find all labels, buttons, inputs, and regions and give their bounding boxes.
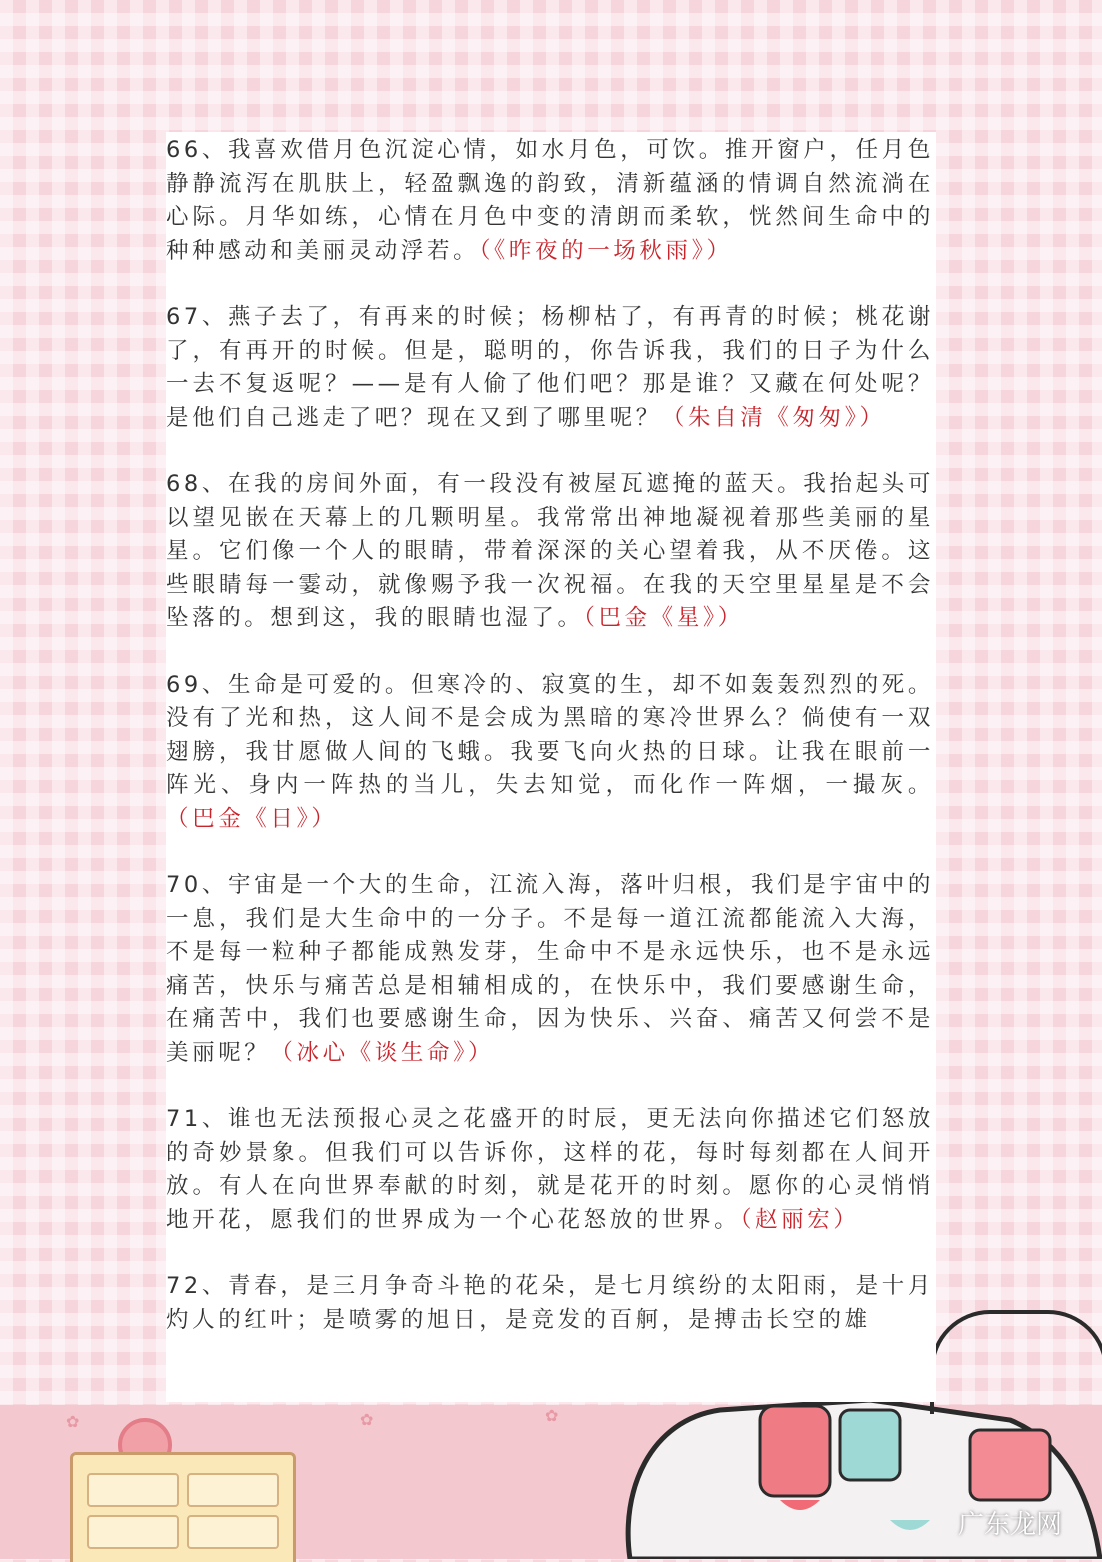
quote-text: 70、宇宙是一个大的生命，江流入海，落叶归根，我们是宇宙中的一息，我们是大生命中的一分子。不是每一道江流都能流入大海，不是每一粒种子都能成熟发芽，生命中不是永远快乐，也不是永远痛苦，快乐与痛苦总是相辅相成的，在快乐中，我们要感谢生命，在痛苦中，我们也要感谢生命，因为快乐、兴奋、痛苦又何尝不是美丽呢？: [166, 872, 934, 1066]
quote-paragraph: [166, 1103, 934, 1237]
clothes-rack-illustration: [930, 1310, 1102, 1414]
quote-text: 67、燕子去了，有再来的时候；杨柳枯了，有再青的时候；桃花谢了，有再开的时候。但是，聪明的，你告诉我，我们的日子为什么一去不复返呢？——是有人偷了他们吧？那是谁？又藏在何处呢？是他们自己逃走了吧？现在又到了哪里呢？: [166, 304, 934, 431]
quote-paragraph: [166, 134, 934, 268]
quote-source: （《昨夜的一场秋雨》）: [479, 237, 733, 264]
quote-source: （赵丽宏）: [740, 1206, 860, 1233]
quote-text: 71、谁也无法预报心灵之花盛开的时辰，更无法向你描述它们怒放的奇妙景象。但我们可以告诉你，这样的花，每时每刻都在人间开放。有人在向世界奉献的时刻，就是花开的时刻。愿你的心灵悄悄地开花，愿我们的世界成为一个心花怒放的世界。: [166, 1106, 934, 1233]
quote-text: 66、我喜欢借月色沉淀心情，如水月色，可饮。推开窗户，任月色静静流泻在肌肤上，轻盈飘逸的韵致，清新蕴涵的情调自然流淌在心际。月华如练，心情在月色中变的清朗而柔软，恍然间生命中的种种感动和美丽灵动浮若。: [166, 137, 934, 264]
quote-paragraph: [166, 301, 934, 435]
quote-text: 72、青春，是三月争奇斗艳的花朵，是七月缤纷的太阳雨，是十月灼人的红叶；是喷雾的旭日，是竞发的百舸，是搏击长空的雄: [166, 1273, 934, 1333]
quote-source: （冰心《谈生命》）: [270, 1039, 495, 1066]
flower-icon: ✿: [545, 1406, 559, 1425]
quote-paragraph: [166, 669, 934, 837]
flower-icon: ✿: [360, 1410, 374, 1429]
quote-list: [166, 134, 934, 1370]
flower-icon: ✿: [66, 1412, 80, 1431]
dresser-illustration: [70, 1452, 296, 1562]
quote-paragraph: [166, 1270, 934, 1337]
watermark-logo: 广东龙网: [957, 1510, 1062, 1540]
quote-text: 69、生命是可爱的。但寒冷的、寂寞的生，却不如轰轰烈烈的死。没有了光和热，这人间不是会成为黑暗的寒冷世界么？倘使有一双翅膀，我甘愿做人间的飞蛾。我要飞向火热的日球。让我在眼前一阵光、身内一阵热的当儿，失去知觉，而化作一阵烟，一撮灰。: [166, 671, 934, 798]
quote-text: 68、在我的房间外面，有一段没有被屋瓦遮掩的蓝天。我抬起头可以望见嵌在天幕上的几颗明星。我常常出神地凝视着那些美丽的星星。它们像一个人的眼睛，带着深深的关心望着我，从不厌倦。这些眼睛每一霎动，就像赐予我一次祝福。在我的天空里星星是不会坠落的。想到这，我的眼睛也湿了。: [166, 471, 934, 631]
quote-source: （巴金《星》）: [583, 605, 744, 631]
quote-paragraph: [166, 869, 934, 1070]
quote-source: （朱自清《匆匆》）: [661, 404, 886, 431]
quote-source: （巴金《日》）: [166, 805, 338, 832]
quote-paragraph: [166, 468, 934, 636]
